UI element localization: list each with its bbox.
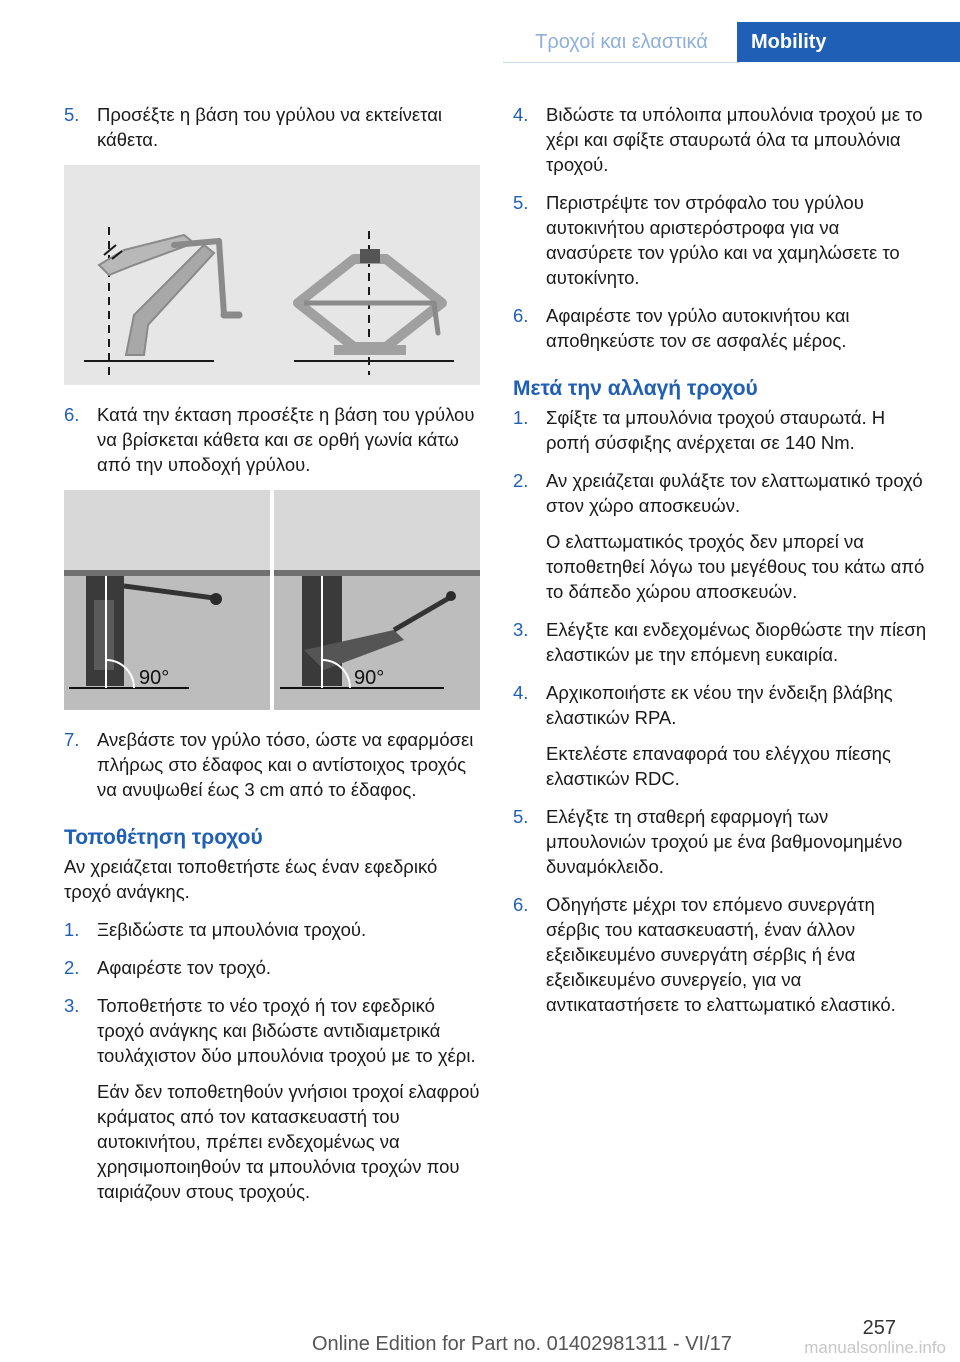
step-number: 7. [64, 729, 80, 750]
list-item [64, 917, 480, 942]
section-heading-fit-wheel: Τοποθέτηση τροχού [64, 826, 263, 849]
step-number: 2. [64, 957, 80, 978]
step-text: Ελέγξτε τη σταθερή εφαρμογή των μπουλονιών τροχού με ένα βαθμονομημένο δυναμόκλειδο. [546, 806, 903, 877]
step-text: Ανεβάστε τον γρύλο τόσο, ώστε να εφαρμόσει πλήρως στο έδαφος και ο αντίστοιχος τροχός να ανυψωθεί έως 3 cm από το έδαφος. [97, 729, 474, 800]
step-text: Ξεβιδώστε τα μπουλόνια τροχού. [97, 919, 367, 940]
step-text: Ελέγξτε και ενδεχομένως διορθώστε την πίεση ελαστικών με την επόμενη ευκαιρία. [546, 619, 927, 665]
step-text: Οδηγήστε μέχρι τον επόμενο συνεργάτη σέρβις του κατασκευαστή, έναν άλλον εξειδικευμένο συνεργάτη σέρβις ή ένα εξειδικευμένο συνεργείο, για να αντικαταστήσετε το ελαττωματικό ελαστικό. [546, 894, 896, 1015]
step-text: Αν χρειάζεται φυλάξτε τον ελαττωματικό τροχό στον χώρο αποσκευών. [546, 470, 923, 516]
page-number: 257 [862, 1317, 896, 1339]
jack-vertical-illustration [64, 165, 480, 385]
list-item [513, 617, 929, 667]
step-number: 2. [513, 470, 529, 491]
list-item [513, 892, 929, 1017]
step-text: Βιδώστε τα υπόλοιπα μπουλόνια τροχού με το χέρι και σφίξτε σταυρωτά όλα τα μπουλόνια τροχού. [546, 104, 923, 175]
step-number: 3. [64, 995, 80, 1016]
step-text: Τοποθετήστε το νέο τροχό ή τον εφεδρικό τροχό ανάγκης και βιδώστε αντιδιαμετρικά τουλάχιστον δύο μπουλόνια τροχού με το χέρι. [97, 995, 476, 1066]
step-number: 3. [513, 619, 529, 640]
step-number: 5. [513, 192, 529, 213]
list-item [513, 468, 929, 604]
list-item [513, 102, 929, 177]
step-text: Αφαιρέστε τον τροχό. [97, 957, 272, 978]
list-item [513, 303, 929, 353]
step-text: Κατά την έκταση προσέξτε η βάση του γρύλου να βρίσκεται κάθετα και σε ορθή γωνία κάτω από την υποδοχή γρύλου. [97, 404, 475, 475]
step-number: 1. [64, 919, 80, 940]
step-text: Προσέξτε η βάση του γρύλου να εκτείνεται κάθετα. [97, 104, 443, 150]
step-text: Αρχικοποιήστε εκ νέου την ένδειξη βλάβης ελαστικών RPA. [546, 682, 893, 728]
angle-label-right: 90° [354, 667, 385, 689]
jack-angle-figure [64, 490, 480, 710]
list-item [64, 993, 480, 1204]
header-section-title: Τροχοί και ελαστικά [503, 22, 740, 63]
step-note: Εάν δεν τοποθετηθούν γνήσιοι τροχοί ελαφρού κράματος από τον κατασκευαστή του αυτοκινήτου, πρέπει ενδεχομένως να χρησιμοποιηθούν τα μπουλόνια τροχών που ταιριάζουν στους τροχούς. [97, 1081, 480, 1202]
list-item [64, 402, 480, 477]
watermark: manualsonline.info [804, 1338, 946, 1357]
list-item [513, 405, 929, 455]
list-item [513, 804, 929, 879]
step-number: 1. [513, 407, 529, 428]
angle-label-left: 90° [139, 667, 170, 689]
step-number: 4. [513, 682, 529, 703]
step-number: 5. [64, 104, 80, 125]
step-number: 4. [513, 104, 529, 125]
list-item [513, 680, 929, 791]
jack-angle-photo [64, 490, 480, 710]
list-item [64, 727, 480, 802]
right-column [513, 102, 929, 1030]
edition-note: Online Edition for Part no. 01402981311 - VI/17 [312, 1333, 732, 1355]
step-note: Εκτελέστε επαναφορά του ελέγχου πίεσης ελαστικών RDC. [546, 743, 891, 789]
step-number: 5. [513, 806, 529, 827]
step-number: 6. [513, 894, 529, 915]
section-intro: Αν χρειάζεται τοποθετήστε έως έναν εφεδρικό τροχό ανάγκης. [64, 856, 438, 902]
jack-vertical-figure [64, 165, 480, 385]
list-item [513, 190, 929, 290]
left-column [64, 102, 480, 1217]
step-note: Ο ελαττωματικός τροχός δεν μπορεί να τοποθετηθεί λόγω του μεγέθους του κάτω από το δάπεδο χώρου αποσκευών. [546, 531, 925, 602]
section-heading-after-change: Μετά την αλλαγή τροχού [513, 377, 758, 400]
list-item [64, 102, 480, 152]
step-number: 6. [513, 305, 529, 326]
step-text: Περιστρέψτε τον στρόφαλο του γρύλου αυτοκινήτου αριστερόστροφα για να ανασύρετε τον γρύλο και να χαμηλώσετε το αυτοκίνητο. [546, 192, 900, 288]
step-number: 6. [64, 404, 80, 425]
list-item [64, 955, 480, 980]
header-chapter-tab[interactable]: Mobility [737, 22, 960, 62]
step-text: Σφίξτε τα μπουλόνια τροχού σταυρωτά. Η ροπή σύσφιξης ανέρχεται σε 140 Nm. [546, 407, 886, 453]
step-text: Αφαιρέστε τον γρύλο αυτοκινήτου και αποθηκεύστε τον σε ασφαλές μέρος. [546, 305, 850, 351]
